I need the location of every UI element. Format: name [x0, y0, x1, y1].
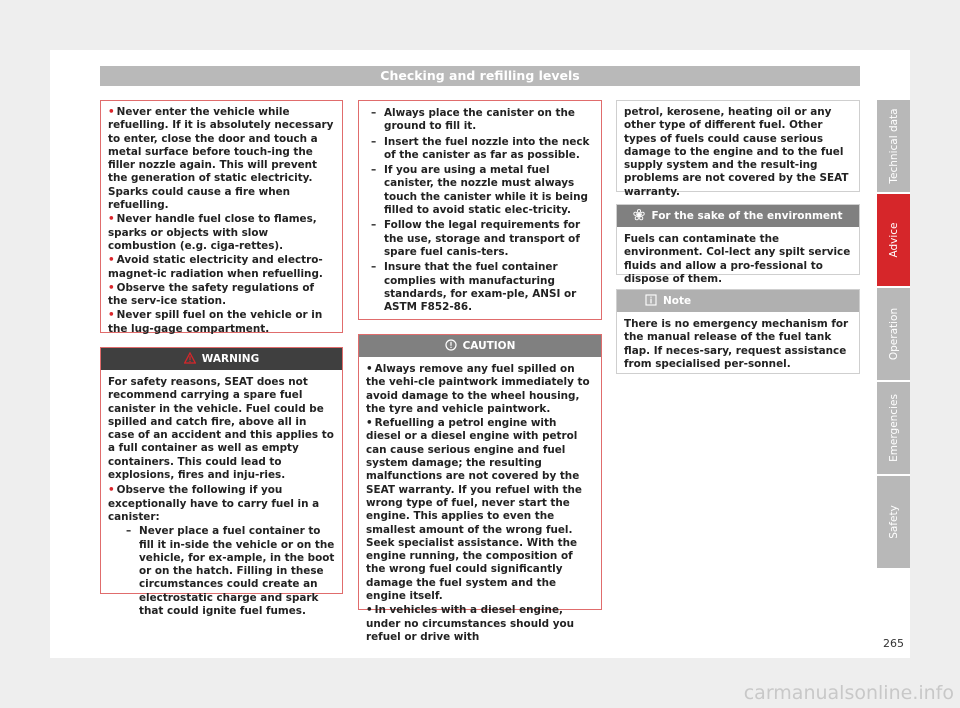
environment-icon [633, 209, 645, 221]
bullet-item: • Never enter the vehicle while refuelling. If it is absolutely necessary to enter, close the door and touch a metal surface before touch-ing the filler nozzle again. This will prevent the generation of static electricity. Sparks could cause a fire when refuelling. [108, 106, 334, 212]
note-header [617, 290, 859, 312]
bullet-item: • Avoid static electricity and electro-magnet-ic radiation when refuelling. [108, 254, 323, 280]
bullet-item: • Observe the following if you exceptionally have to carry fuel in a canister: [108, 484, 320, 523]
bullet-item: • Never spill fuel on the vehicle or in the lug-gage compartment. [108, 309, 323, 335]
page-header: Checking and refilling levels [100, 66, 860, 86]
dash-item: – Never place a fuel container to fill it in-side the vehicle or on the vehicle, for ex-ample, in the boot or on the hatch. Filling in these circumstances could create an electrostatic charge and spark that could ignite fuel fumes. [126, 525, 335, 618]
environment-text: Fuels can contaminate the environment. Col-lect any spilt service fluids and allow a pro-fessional to dispose of them. [624, 233, 851, 285]
note-label: Note [663, 295, 692, 307]
tab-emergencies[interactable]: Emergencies [877, 382, 910, 474]
bullet-item: • Always remove any fuel spilled on the vehi-cle paintwork immediately to avoid damage to the wheel housing, the tyre and vehicle paintwork. [366, 363, 590, 415]
warning-box [100, 347, 343, 618]
caution-label: CAUTION [462, 340, 516, 352]
note-text: There is no emergency mechanism for the manual release of the fuel tank flap. If neces-sary, request assistance from specialised per-sonnel. [624, 318, 849, 370]
dash-item: – Follow the legal requirements for the use, storage and transport of spare fuel canis-ters. [371, 219, 581, 258]
dash-item: – If you are using a metal fuel canister, the nozzle must always touch the canister while it is being filled to avoid static elec-tricity. [371, 164, 588, 217]
column-1 [100, 100, 343, 618]
page-number: 265 [883, 637, 904, 650]
caution-continuation-box [616, 100, 860, 198]
continuation-text: petrol, kerosene, heating oil or any other type of different fuel. Other types of fuels could cause serious damage to the engine and to the fuel supply system and the result-ing problems are not covered by the SEAT warranty. [624, 106, 849, 198]
warning-icon [184, 352, 196, 364]
dash-item: – Insure that the fuel container complies with manufacturing standards, for exam-ple, ANSI or ASTM F852-86. [371, 261, 577, 314]
chapter-tabs [877, 100, 910, 570]
note-box [616, 289, 860, 374]
safety-bullets-box [100, 100, 343, 333]
tab-safety[interactable]: Safety [877, 476, 910, 568]
warning-intro: For safety reasons, SEAT does not recommend carrying a spare fuel canister in the vehicle. Fuel could be spilled and catch fire, above all in case of an accident and this applies to a full container as well as empty containers. This could lead to explosions, fires and inju-ries. [108, 376, 334, 482]
warning-header [101, 348, 342, 370]
tab-operation[interactable]: Operation [877, 288, 910, 380]
dash-item: – Insert the fuel nozzle into the neck of the canister as far as possible. [371, 135, 590, 161]
tab-technical-data[interactable]: Technical data [877, 100, 910, 192]
info-circle-icon [445, 339, 457, 351]
environment-box [616, 204, 860, 285]
environment-label: For the sake of the environment [651, 210, 843, 222]
caution-header [359, 335, 601, 357]
tab-advice[interactable]: Advice [877, 194, 910, 286]
bullet-item: • In vehicles with a diesel engine, under no circumstances should you refuel or drive with [366, 604, 575, 643]
dash-item: – Always place the canister on the ground to fill it. [371, 107, 575, 133]
bullet-item: • Observe the safety regulations of the serv-ice station. [108, 281, 314, 308]
caution-box [358, 334, 602, 643]
column-2 [358, 100, 602, 643]
canister-steps-box [358, 100, 602, 320]
watermark: carmanualsonline.info [743, 682, 954, 704]
warning-label: WARNING [201, 353, 260, 365]
column-3 [616, 100, 860, 374]
environment-header [617, 205, 859, 227]
bullet-item: • Refuelling a petrol engine with diesel or a diesel engine with petrol can cause serious engine and fuel system damage; the resulting malfunctions are not covered by the SEAT warranty. If you refuel with the wrong type of fuel, never start the engine. This applies to even the smallest amount of the wrong fuel. Seek specialist assistance. With the engine running, the composition of the wrong fuel could significantly damage the fuel system and the engine itself. [366, 417, 582, 603]
info-square-icon [645, 294, 657, 306]
bullet-item: • Never handle fuel close to flames, sparks or objects with slow combustion (e.g. ciga-rettes). [108, 213, 317, 252]
